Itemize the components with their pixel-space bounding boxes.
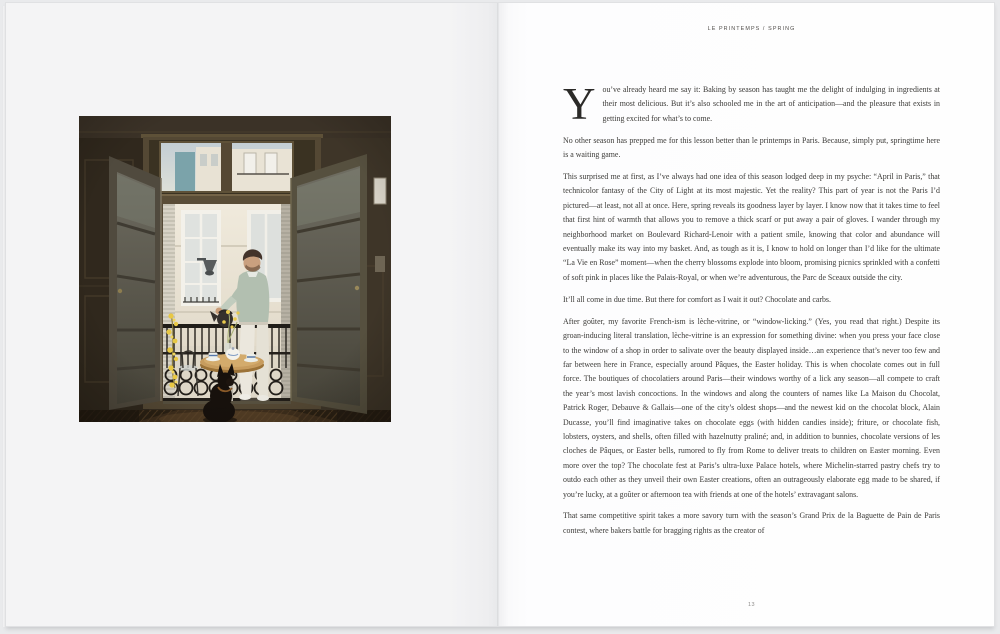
paragraph-5: After goûter, my favorite French-ism is lèche-vitrine, or “window-licking.” (Yes, you read that right.) Despite its groan-inducing literal translation, lèche-vitrine is an expression for something divine: when you press your face close to the window of a shop in order to salivate over the beauty displayed inside…an experience that’s never too few and far between here in France, especially around Pâques, the Easter holiday. This is when chocolate comes out in full force. The boutiques of chocolatiers around Paris—their windows worthy of a lick any season—all compete to craft the year’s most lavish concoctions. In the windows and along the counters of names like La Maison du Chocolat, Patrick Roger, Debauve & Gallais—one of the city’s oldest shops—and the newest kid on the chocolat block, Alain Ducasse, you’ll find imaginative takes on chocolate eggs (with hidden candies inside); friture, or chocolate fish, lobsters, oysters, and shells, often filled with hazelnutty praliné; and, in addition to bunnies, chocolate versions of les cloches de Pâques, or Easter bells, rumored to fly from Rome to deliver treats to children on Easter morning. Even more over the top? The chocolate fest at Paris’s ultra-luxe Palace hotels, where Michelin-starred pastry chefs try to outdo each other as they unveil their own Easter creations, often an outrageously elaborate egg made to be shared, if you’re lucky, at a goûter or afternoon tea with friends at one of the hotels’ extravagant salons. — [563, 316, 940, 499]
paragraph-6: That same competitive spirit takes a more savory turn with the season’s Grand Prix de la Baguette de Pain de Paris contest, where bakers battle for bragging rights as the creator of — [563, 511, 940, 535]
body-text — [563, 79, 940, 546]
paragraph-1-text: ou’ve already heard me say it: Baking by season has taught me the delight of indulging in ingredients at their most delicious. But it’s also schooled me in the art of anticipation—and the pleasure that exists in getting excited for what’s to come. — [602, 85, 940, 123]
balcony-photo-graphic — [79, 116, 391, 422]
left-page — [6, 3, 497, 626]
paragraph-3: This surprised me at first, as I’ve always had one idea of this season lodged deep in my psyche: “April in Paris,” that technicolor fantasy of the City of Light at its most majestic. Yet the reality? This part of year is not the Paris I’d pictured—at least, not all at once. Here, spring reveals its goodness layer by layer. I know now that it takes time to feel that first hint of warmth that allows you to remove a thick scarf or put away a pair of gloves. I wander through my neighborhood market on Boulevard Richard-Lenoir with a patient smile, knowing that color and abundance will eventually make its way into my basket. And, as tough as it is, I know to hold on longer than I’d like for the ultimate “La Vie en Rose” moment—when the cherry blossoms explode into bloom, promising picnics sprinkled with a confetti of soft pink in places like the Palais-Royal, or when we’re adventurous, the Parc de Sceaux outside the city. — [563, 172, 940, 282]
book-spread — [6, 3, 994, 626]
drop-cap: Y — [563, 79, 596, 129]
balcony-photo — [79, 116, 391, 422]
paragraph-4: It’ll all come in due time. But there for comfort as I wait it out? Chocolate and carbs. — [563, 294, 831, 304]
page-number: 13 — [747, 602, 756, 608]
paragraph-1 — [563, 79, 940, 129]
paragraph-2: No other season has prepped me for this lesson better than le printemps in Paris. Because, simply put, springtime here is a waiting game. — [563, 135, 940, 160]
right-page — [499, 3, 994, 626]
running-header: LE PRINTEMPS / SPRING — [707, 26, 796, 32]
